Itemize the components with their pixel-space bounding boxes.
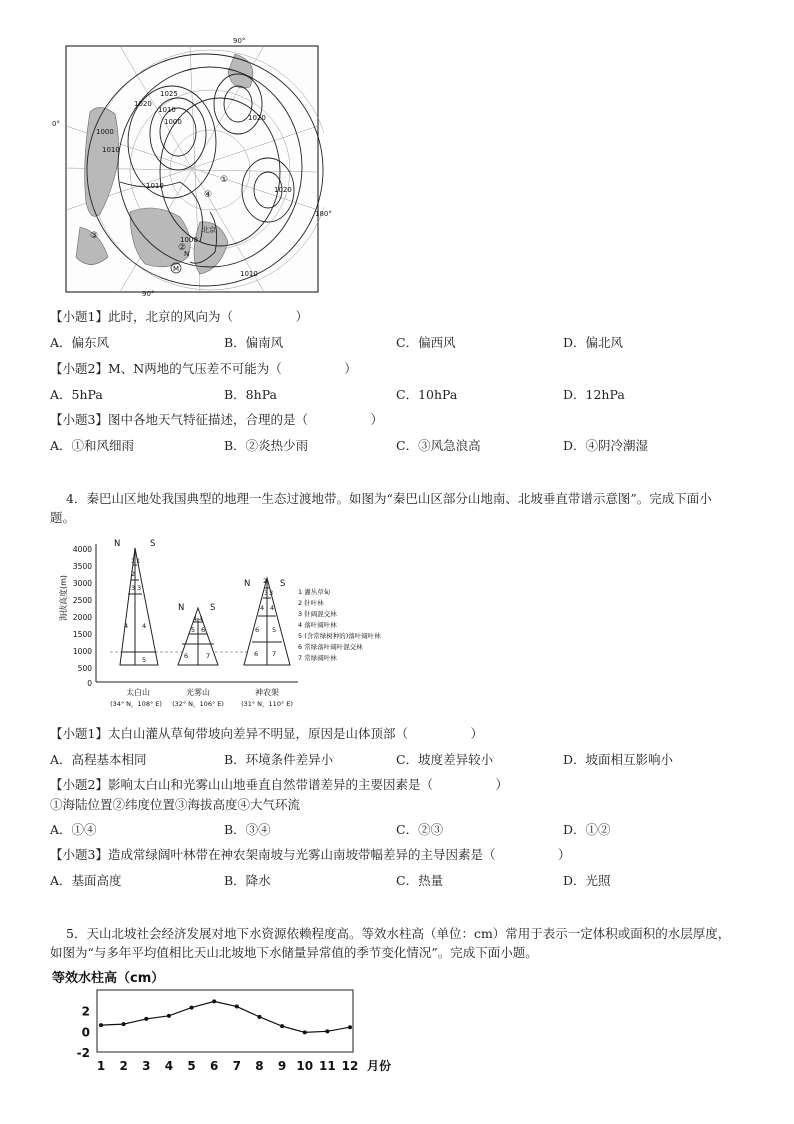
x-tick-label: 8: [255, 1059, 264, 1073]
s4-q2-option-b[interactable]: B．③④: [224, 822, 271, 837]
legend-item: 7 常绿阔叶林: [298, 654, 337, 662]
s4-q3-option-d[interactable]: D．光照: [563, 873, 611, 888]
x-tick-label: 3: [142, 1059, 151, 1073]
s3-q2-option-d[interactable]: D．12hPa: [563, 387, 625, 402]
ytick: 2500: [72, 596, 92, 605]
s3-q3-text: 【小题3】图中各地天气特征描述，合理的是（ ）: [50, 412, 383, 427]
s4-q1-option-b[interactable]: B．环境条件差异小: [224, 752, 334, 767]
x-tick-label: 4: [164, 1059, 174, 1073]
x-tick-label: 7: [232, 1059, 241, 1073]
legend-item: 2 针叶林: [298, 599, 324, 607]
ns-n: N: [178, 603, 185, 613]
marker-2: ②: [178, 243, 187, 253]
s4-intro-line1: 4．秦巴山区地处我国典型的地理一生态过渡地带。如图为“秦巴山区部分山地南、北坡垂直带谱示意图”。完成下面小: [66, 491, 712, 506]
zone-num: 2: [131, 570, 136, 578]
legend-item: 5 (含常绿树种的)落叶阔叶林: [298, 632, 381, 640]
data-point: [235, 1005, 239, 1009]
s3-q3-option-d[interactable]: D．④阴冷潮湿: [563, 438, 649, 453]
mountain-coord: (34° N，108° E): [110, 700, 162, 708]
isobar-label: 1020: [274, 186, 292, 194]
data-point: [212, 999, 216, 1003]
s4-q2-option-c[interactable]: C．②③: [396, 822, 444, 837]
marker-4: ④: [204, 190, 213, 200]
s3-q3-option-b[interactable]: B．②炎热少雨: [224, 438, 309, 453]
mountain-name: 神农架: [255, 688, 279, 697]
data-point: [167, 1014, 171, 1018]
weather-map: [60, 42, 324, 296]
isobar-label: 1010: [158, 106, 176, 114]
ytick: 3500: [72, 562, 92, 571]
zone-num: 7: [206, 652, 211, 660]
place-beijing: 北京: [202, 226, 216, 234]
isobar-label: 1000: [164, 118, 182, 126]
map-lon-bottom: 90°: [142, 290, 155, 298]
isobar-label: 1000: [96, 128, 114, 136]
data-point: [190, 1006, 194, 1010]
s4-q2-option-a[interactable]: A．①④: [50, 822, 97, 837]
s3-q1-text: 【小题1】此时，北京的风向为（ ）: [50, 309, 308, 324]
chart-xlabel: 月份: [367, 1059, 392, 1073]
isobar-label: 1020: [134, 100, 152, 108]
zone-num: 4: [142, 622, 147, 630]
zone-num: 3: [264, 589, 269, 597]
zone-num: 4: [260, 604, 265, 612]
x-tick-label: 6: [210, 1059, 219, 1073]
legend-item: 3 针阔混交林: [298, 610, 337, 618]
map-lon-left: 0°: [52, 120, 60, 128]
groundwater-chart-svg: [50, 964, 410, 1076]
s3-q1-option-d[interactable]: D．偏北风: [563, 335, 624, 350]
s4-q3-option-a[interactable]: A．基面高度: [50, 873, 122, 888]
marker-M: M: [173, 265, 180, 273]
zone-num: 3: [131, 584, 136, 592]
s3-q2-text: 【小题2】M、N两地的气压差不可能为（ ）: [50, 361, 357, 376]
isobar-label: 1010: [146, 182, 164, 190]
x-tick-label: 1: [96, 1059, 106, 1073]
data-point: [280, 1024, 284, 1028]
x-tick-label: 5: [187, 1059, 196, 1073]
s4-q1-option-c[interactable]: C．坡度差异较小: [396, 752, 494, 767]
s3-q3-option-a[interactable]: A．①和风细雨: [50, 438, 135, 453]
marker-N: N: [184, 250, 190, 258]
s4-q3-text: 【小题3】造成常绿阔叶林带在神农架南坡与光雾山南坡带幅差异的主导因素是（ ）: [50, 847, 571, 862]
data-point: [122, 1022, 126, 1026]
zone-num: 6: [254, 650, 259, 658]
s4-q1-option-d[interactable]: D．坡面相互影响小: [563, 752, 674, 767]
legend-item: 4 落叶阔叶林: [298, 621, 337, 629]
ytick: 4000: [72, 545, 92, 554]
zone-num: 2: [263, 577, 268, 585]
mountain-name: 光雾山: [186, 688, 210, 697]
zone-num: 4: [199, 615, 204, 623]
map-lon-top: 90°: [233, 37, 246, 45]
zone-num: 7: [272, 650, 277, 658]
y-tick-label: 2: [81, 1004, 90, 1019]
zone-num: 3: [269, 589, 274, 597]
data-point: [99, 1023, 103, 1027]
weather-map-svg: [60, 42, 324, 296]
series-line: [101, 1001, 350, 1032]
vertical-zone-diagram: [58, 538, 398, 708]
s4-q2-sub: ①海陆位置②纬度位置③海拔高度④大气环流: [50, 797, 301, 812]
s4-q1-option-a[interactable]: A．高程基本相同: [50, 752, 147, 767]
isobar-label: 1010: [240, 270, 258, 278]
zone-num: 1: [131, 557, 136, 565]
ytick: 2000: [72, 613, 92, 622]
zone-num: 3: [137, 584, 142, 592]
isobar-label: 1010: [102, 146, 120, 154]
zone-num: 1: [136, 557, 141, 565]
chart-title: 等效水柱高（cm）: [52, 971, 165, 986]
s4-intro-line2: 题。: [50, 510, 76, 525]
x-tick-label: 9: [277, 1059, 287, 1073]
x-tick-label: 12: [341, 1059, 359, 1073]
data-point: [257, 1015, 261, 1019]
ns-s: S: [210, 603, 216, 613]
data-point: [144, 1017, 148, 1021]
ns-s: S: [280, 579, 286, 589]
y-tick-label: -2: [76, 1046, 90, 1060]
zone-num: 5: [142, 656, 147, 664]
isobar-label: 1020: [248, 114, 266, 122]
ns-n: N: [114, 539, 121, 549]
s4-q2-option-d[interactable]: D．①②: [563, 822, 611, 837]
ytick: 1000: [72, 647, 92, 656]
mountain-coord: (31° N，110° E): [241, 700, 293, 708]
zone-num: 4: [124, 622, 129, 630]
x-tick-label: 11: [319, 1059, 336, 1073]
zone-num: 6: [184, 652, 189, 660]
zone-num: 5: [272, 626, 277, 634]
s3-q2-option-c[interactable]: C．10hPa: [396, 387, 458, 402]
data-point: [325, 1029, 329, 1033]
groundwater-chart: [50, 964, 410, 1076]
legend-item: 1 灌丛草甸: [298, 588, 331, 596]
vertical-zone-svg: [58, 538, 398, 708]
s3-q1-option-a[interactable]: A．偏东风: [50, 335, 110, 350]
marker-3: ③: [90, 231, 99, 241]
s3-q1-option-c[interactable]: C．偏西风: [396, 335, 456, 350]
s4-q1-text: 【小题1】太白山灌从草甸带坡向差异不明显，原因是山体顶部（ ）: [50, 726, 483, 741]
data-point: [303, 1030, 307, 1034]
zone-num: 6: [201, 626, 206, 634]
data-point: [348, 1025, 352, 1029]
mountain-coord: (32° N，106° E): [172, 700, 224, 708]
ytick: 3000: [72, 579, 92, 588]
zone-num: 4: [193, 615, 198, 623]
map-lon-right: 180°: [315, 210, 332, 218]
ytick: 0: [87, 679, 92, 688]
mountain-name: 太白山: [126, 688, 150, 697]
zone-num: 6: [255, 626, 260, 634]
s3-q1-option-b[interactable]: B．偏南风: [224, 335, 284, 350]
zone-num: 5: [191, 626, 196, 634]
ns-s: S: [150, 539, 156, 549]
s4-q3-option-c[interactable]: C．热量: [396, 873, 444, 888]
s5-intro-line2: 如图为“与多年平均值相比天山北坡地下水储量异常值的季节变化情况”。完成下面小题。: [50, 945, 538, 960]
isobar-label: 1000: [180, 236, 198, 244]
y-tick-label: 0: [81, 1025, 90, 1040]
s4-q3-option-b[interactable]: B．降水: [224, 873, 271, 888]
zone-num: 4: [270, 604, 275, 612]
diagram-ylabel: 海拔高度(m): [59, 574, 68, 622]
s4-q2-text: 【小题2】影响太白山和光雾山山地垂直自然带谱差异的主要因素是（ ）: [50, 777, 508, 792]
s3-q2-option-a[interactable]: A．5hPa: [50, 387, 103, 402]
ytick: 500: [77, 664, 92, 673]
isobar-label: 1025: [160, 90, 178, 98]
s3-q3-option-c[interactable]: C．③风急浪高: [396, 438, 481, 453]
x-tick-label: 10: [296, 1059, 314, 1073]
ytick: 1500: [72, 630, 92, 639]
s3-q2-option-b[interactable]: B．8hPa: [224, 387, 277, 402]
s5-intro-line1: 5．天山北坡社会经济发展对地下水资源依赖程度高。等效水柱高（单位：cm）常用于表示一定体积或面积的水层厚度，: [66, 926, 731, 941]
x-tick-label: 2: [119, 1059, 128, 1073]
legend-item: 6 常绿落叶阔叶混交林: [298, 643, 363, 651]
ns-n: N: [244, 579, 251, 589]
marker-1: ①: [220, 175, 229, 185]
